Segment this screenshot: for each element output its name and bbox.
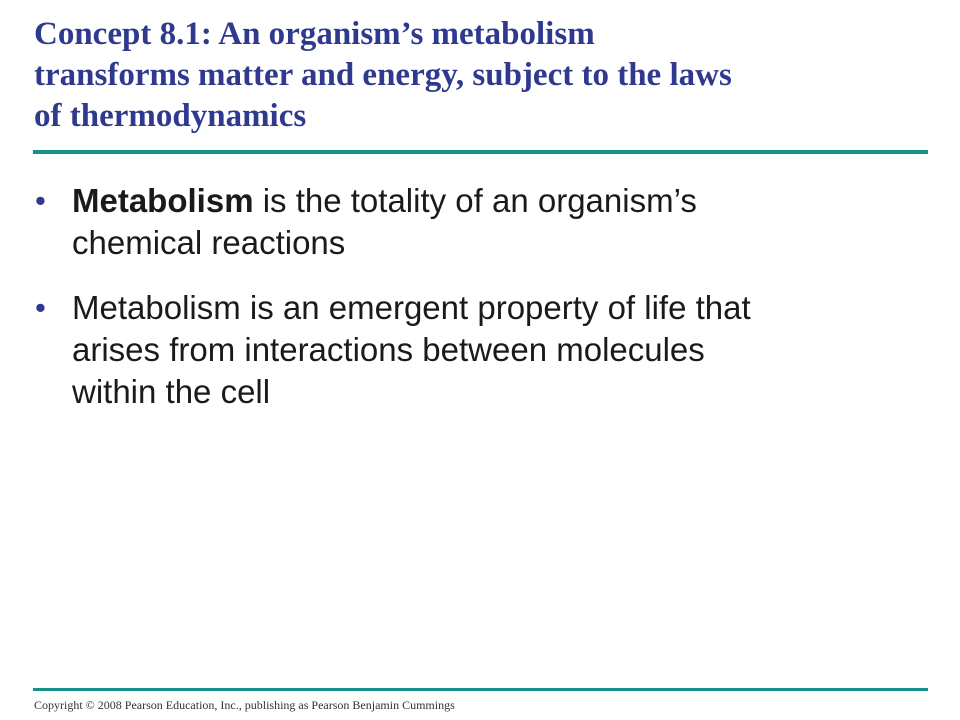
bullet-item	[35, 180, 930, 264]
bullet-line: chemical reactions	[72, 224, 346, 261]
title-line: of thermodynamics	[34, 98, 307, 134]
bullet-line: Metabolism is an emergent property of life that	[72, 289, 751, 326]
bullet-list	[35, 180, 930, 436]
slide-title	[34, 14, 914, 137]
bullet-dot: •	[35, 290, 46, 325]
bullet-line: is the totality of an organism’s	[253, 182, 697, 219]
footer-divider	[33, 688, 928, 691]
title-line: transforms matter and energy, subject to the laws	[34, 57, 732, 93]
title-divider	[33, 150, 928, 154]
bullet-item	[35, 287, 930, 413]
bullet-line: arises from interactions between molecules	[72, 331, 705, 368]
bullet-term: Metabolism	[72, 182, 254, 219]
bullet-line: within the cell	[72, 373, 271, 410]
copyright-notice: Copyright © 2008 Pearson Education, Inc., publishing as Pearson Benjamin Cummings	[34, 698, 455, 712]
title-line: Concept 8.1: An organism’s metabolism	[34, 16, 595, 52]
bullet-dot: •	[35, 183, 46, 218]
